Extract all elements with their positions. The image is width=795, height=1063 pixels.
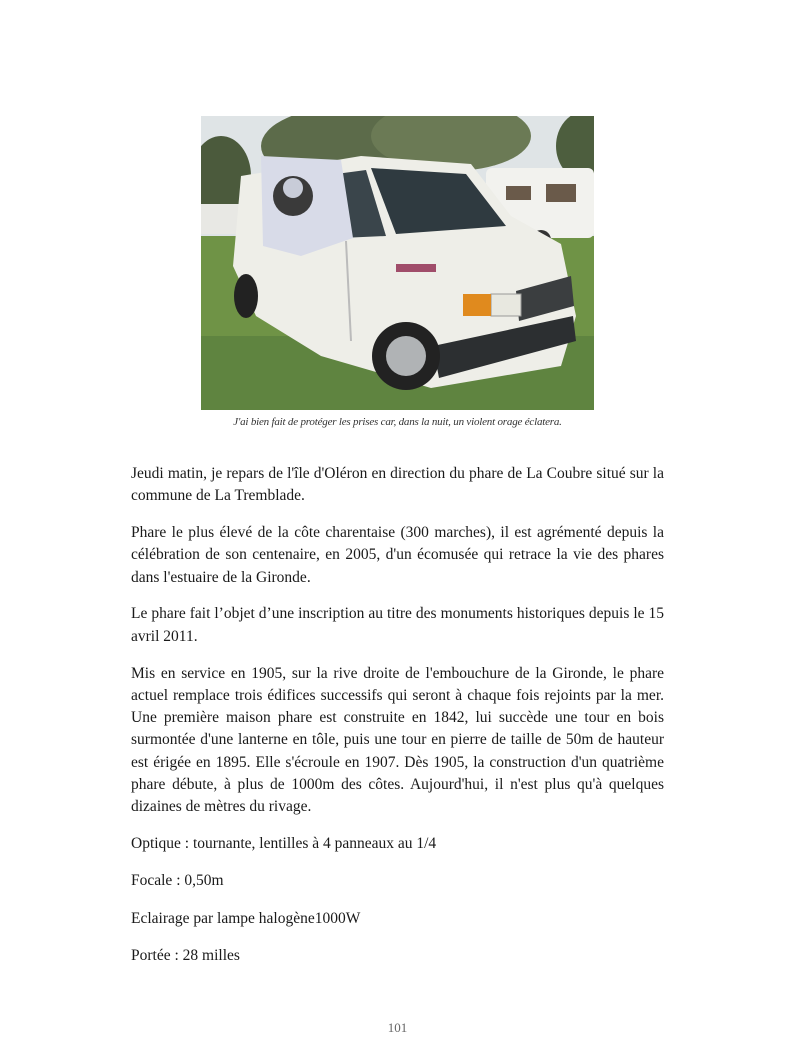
paragraph: Portée : 28 milles — [131, 947, 240, 965]
paragraph: Jeudi matin, je repars de l'île d'Oléron en direction du phare de La Coubre situé sur la commune de La Tremblade. — [131, 465, 664, 505]
white-van-image — [201, 116, 594, 410]
paragraph: Optique : tournante, lentilles à 4 panneaux au 1/4 — [131, 835, 437, 853]
photo-caption: J'ai bien fait de protéger les prises car, dans la nuit, un violent orage éclatera. — [233, 416, 562, 428]
paragraph: Le phare fait l’objet d’une inscription au titre des monuments historiques depuis le 15 avril 2011. — [131, 605, 664, 645]
body-text — [131, 463, 664, 982]
paragraph: Eclairage par lampe halogène1000W — [131, 909, 361, 927]
page-number: 101 — [387, 1020, 408, 1035]
paragraph: Focale : 0,50m — [131, 872, 224, 890]
paragraph: Mis en service en 1905, sur la rive droite de l'embouchure de la Gironde, le phare actuel remplace trois édifices successifs qui seront à chaque fois rejoints par la mer. Une première maison phare est construite en 1842, lui succède une tour en bois surmontée d'une lanterne en tôle, puis une tour en pierre de taille de 50m de hauteur est érigée en 1895. Elle s'écroule en 1907. Dès 1905, la construction d'un quatrième phare débute, à plus de 1000m des côtes. Aujourd'hui, il n'est plus qu'à quelques dizaines de mètres du rivage. — [131, 664, 664, 816]
van-photo — [201, 116, 594, 410]
paragraph: Phare le plus élevé de la côte charentaise (300 marches), il est agrémenté depuis la célébration de son centenaire, en 2005, d'un écomusée qui retrace la vie des phares dans l'estuaire de la Gironde. — [131, 524, 664, 586]
